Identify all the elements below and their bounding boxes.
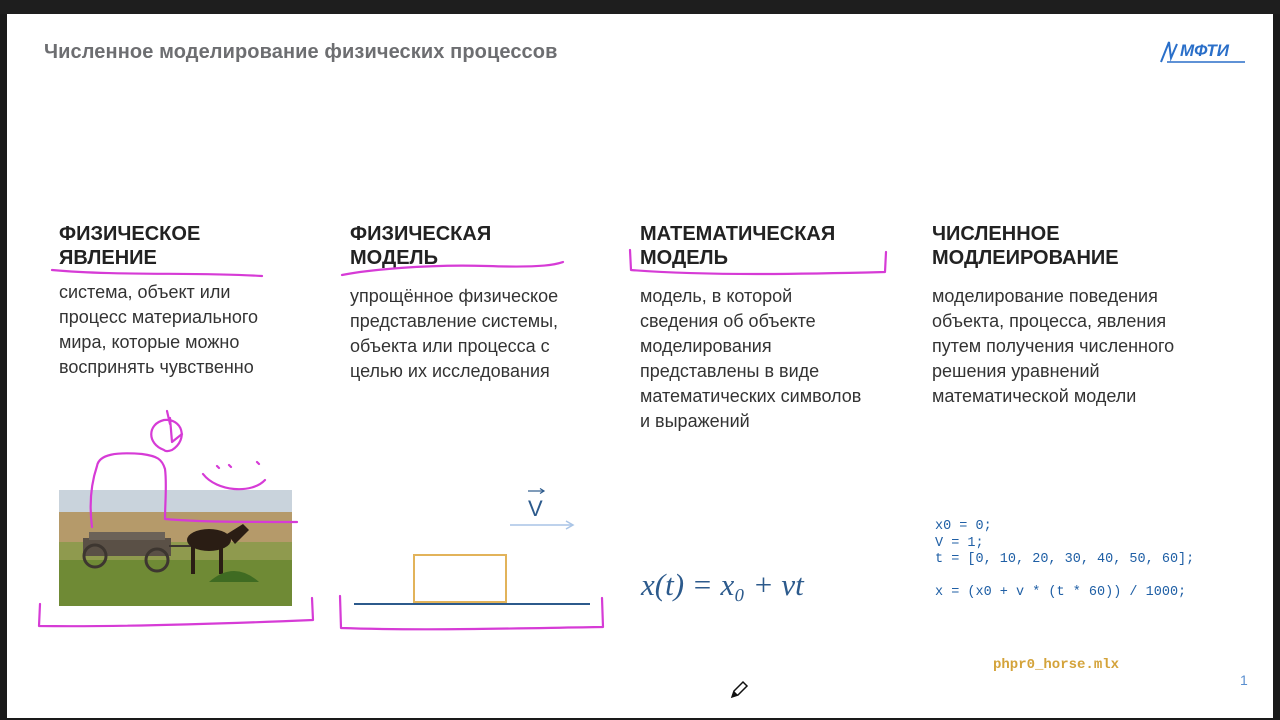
column-numerical-modeling — [932, 222, 1232, 409]
physical-model-diagram — [347, 550, 607, 610]
slide-title: Численное моделирование физических процессов — [44, 41, 558, 63]
column-mathematical-model — [640, 222, 910, 434]
velocity-vector — [507, 487, 587, 547]
motion-equation: x(t) = x₀ + vt — [641, 567, 804, 602]
mipt-logo — [1159, 36, 1249, 68]
column-physical-phenomenon — [59, 222, 319, 380]
velocity-label: V — [528, 496, 543, 521]
logo-text: МФТИ — [1180, 41, 1229, 60]
column-description: упрощённое физическое представление системы, объекта или процесса с целью их исследования — [350, 286, 559, 381]
column-heading: ФИЗИЧЕСКОЕ ЯВЛЕНИЕ — [59, 223, 201, 269]
script-filename[interactable]: phpr0_horse.mlx — [993, 657, 1120, 673]
column-description: модель, в которой сведения об объекте моделирования представлены в виде математических символов и выражений — [640, 286, 862, 431]
pencil-cursor-icon — [729, 680, 749, 700]
presentation-slide — [7, 14, 1273, 718]
column-heading: МАТЕМАТИЧЕСКАЯ МОДЕЛЬ — [640, 223, 836, 269]
horse-cart-photo — [59, 490, 292, 606]
column-heading: ФИЗИЧЕСКАЯ МОДЕЛЬ — [350, 223, 492, 269]
matlab-code: x0 = 0; V = 1; t = [0, 10, 20, 30, 40, 50, 60]; x = (x0 + v * (t * 60)) / 1000; — [935, 519, 1195, 600]
page-number: 1 — [1240, 672, 1248, 688]
body-box — [414, 555, 506, 602]
column-heading: ЧИСЛЕННОЕ МОДЛЕИРОВАНИЕ — [932, 223, 1119, 269]
column-physical-model — [350, 222, 610, 384]
window-top-bar — [0, 0, 1280, 14]
column-description: система, объект или процесс материального мира, которые можно воспринять чувственно — [59, 282, 259, 377]
column-description: моделирование поведения объекта, процесса, явления путем получения численного решения уравнений математической модели — [932, 286, 1175, 406]
